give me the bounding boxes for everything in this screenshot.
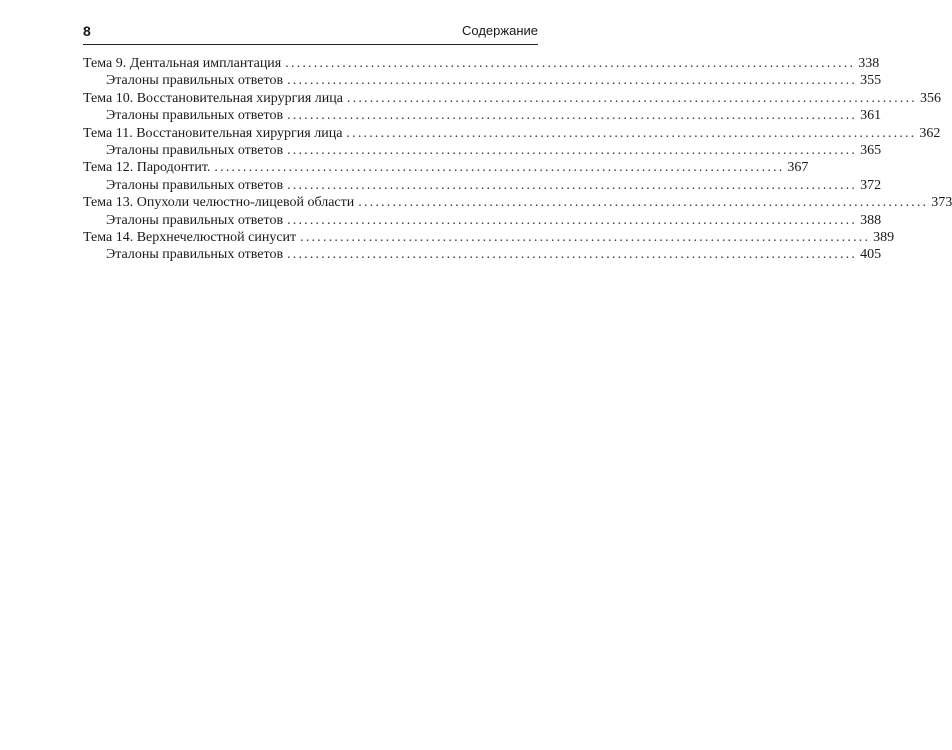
dot-leader: .................................................................................................... bbox=[287, 142, 858, 158]
toc-entry-page: 389 bbox=[873, 229, 895, 245]
toc-entry-topic-12[interactable] bbox=[83, 159, 809, 176]
dot-leader: .................................................................................................... bbox=[287, 73, 858, 89]
toc-entry-title: Тема 13. Опухоли челюстно-лицевой области bbox=[83, 195, 355, 211]
toc-entry-answers-12[interactable] bbox=[83, 177, 882, 194]
dot-leader: .................................................................................................... bbox=[287, 108, 858, 124]
table-of-contents bbox=[83, 55, 952, 264]
dot-leader: .................................................................................................... bbox=[285, 56, 856, 71]
toc-entry-page: 338 bbox=[858, 56, 880, 71]
toc-entry-topic-13[interactable] bbox=[83, 194, 952, 211]
toc-entry-title: Эталоны правильных ответов bbox=[106, 142, 284, 158]
dot-leader: .................................................................................................... bbox=[346, 125, 917, 141]
toc-entry-title: Эталоны правильных ответов bbox=[106, 108, 284, 124]
toc-entry-title: Тема 12. Пародонтит. bbox=[83, 160, 211, 176]
dot-leader: .................................................................................................... bbox=[346, 90, 917, 106]
toc-entry-topic-14[interactable] bbox=[83, 229, 895, 246]
toc-entry-page: 372 bbox=[860, 177, 882, 193]
toc-entry-page: 356 bbox=[919, 90, 941, 106]
dot-leader: .................................................................................................... bbox=[287, 247, 858, 263]
toc-entry-topic-11[interactable] bbox=[83, 125, 941, 142]
toc-entry-title: Эталоны правильных ответов bbox=[106, 73, 284, 89]
toc-entry-page: 362 bbox=[919, 125, 941, 141]
toc-entry-topic-10[interactable] bbox=[83, 90, 941, 107]
toc-entry-page: 367 bbox=[787, 160, 809, 176]
toc-entry-title: Тема 11. Восстановительная хирургия лица bbox=[83, 125, 343, 141]
toc-entry-title: Тема 14. Верхнечелюстной синусит bbox=[83, 229, 297, 245]
toc-entry-answers-10[interactable] bbox=[83, 107, 882, 124]
toc-entry-page: 405 bbox=[860, 247, 882, 263]
toc-entry-answers-9[interactable] bbox=[83, 72, 882, 89]
toc-entry-title: Эталоны правильных ответов bbox=[106, 212, 284, 228]
dot-leader: .................................................................................................... bbox=[287, 177, 858, 193]
dot-leader: .................................................................................................... bbox=[300, 229, 871, 245]
toc-entry-page: 361 bbox=[860, 108, 882, 124]
page-header bbox=[83, 20, 538, 45]
page-number: 8 bbox=[83, 23, 91, 39]
toc-entry-title: Тема 10. Восстановительная хирургия лица bbox=[83, 90, 343, 106]
toc-entry-page: 355 bbox=[860, 73, 882, 89]
dot-leader: .................................................................................................... bbox=[358, 195, 929, 211]
toc-entry-title: Эталоны правильных ответов bbox=[106, 247, 284, 263]
dot-leader: .................................................................................................... bbox=[287, 212, 858, 228]
toc-entry-page: 373 bbox=[931, 195, 952, 211]
toc-entry-answers-11[interactable] bbox=[83, 142, 882, 159]
toc-entry-answers-13[interactable] bbox=[83, 212, 882, 229]
dot-leader: .................................................................................................... bbox=[214, 160, 785, 176]
running-head: Содержание bbox=[462, 23, 538, 38]
toc-entry-topic-9[interactable] bbox=[83, 55, 880, 72]
toc-entry-page: 388 bbox=[860, 212, 882, 228]
toc-entry-title: Эталоны правильных ответов bbox=[106, 177, 284, 193]
toc-entry-page: 365 bbox=[860, 142, 882, 158]
toc-entry-title: Тема 9. Дентальная имплантация bbox=[83, 56, 282, 71]
toc-entry-answers-14[interactable] bbox=[83, 246, 882, 263]
